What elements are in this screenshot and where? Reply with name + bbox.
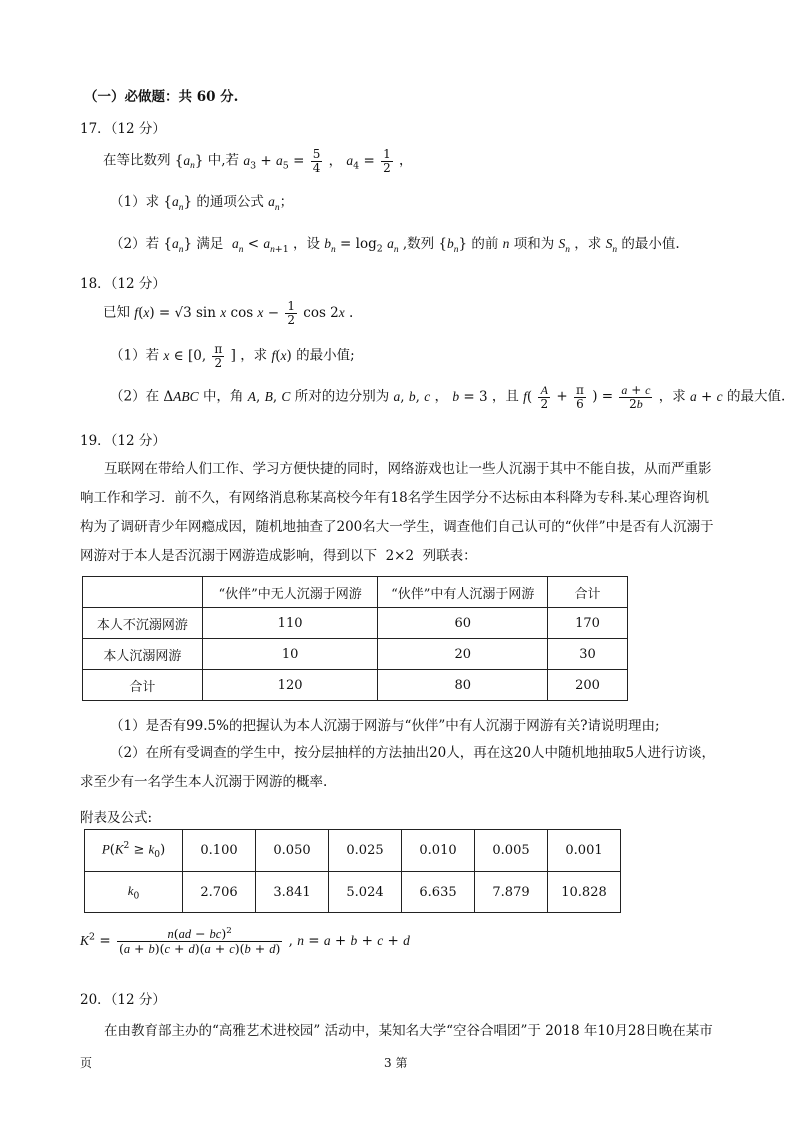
q18-part1: （1）若 x ∈ [0, $\frac{\pi}{2}$ ] ，求 f(x) 的最小值; [110,342,355,370]
q17-frac-1-2: $\frac{1}{2}$ [383,147,391,175]
table-row [83,639,628,670]
table-cell: 2.706 [183,872,256,913]
table-cell: 30 [548,639,628,670]
table-cell: 60 [378,608,548,639]
table-header-cell: 合计 [548,577,628,608]
table-header-cell: “伙伴”中无人沉溺于网游 [202,577,378,608]
footer-page-number: 3 第 [384,1056,408,1070]
critical-value-table [84,829,621,913]
table-cell: 0.050 [256,830,329,872]
chi-square-formula: $K^2$ = $\frac{n(ad - bc)^2}{(a + b)(c + d)(a + c)(b + d)}$ , n = a + b + c + d [80,926,410,957]
p-value-row [85,830,621,872]
q19-number: 19．（12 分） [80,433,166,449]
table-cell: 0.100 [183,830,256,872]
q17-part1: （1）求 $\{a_n\}$ 的通项公式 $a_n$； [110,194,294,213]
table-cell: 170 [548,608,628,639]
q20-number: 20．（12 分） [80,992,166,1008]
q17-frac-5-4: $\frac{5}{4}$ [312,147,321,175]
table-cell: 合计 [83,670,203,701]
table-cell: 80 [378,670,548,701]
q18-intro: 已知 f(x) = √3 sin x cos x − $\frac{1}{2}$ cos 2x . [103,299,354,327]
table-header-cell: “伙伴”中有人沉溺于网游 [378,577,548,608]
q19-part2: （2）在所有受调查的学生中，按分层抽样的方法抽出20人，再在这20人中随机地抽取5人进行访谈，求至少有一名学生本人沉溺于网游的概率. [80,745,716,790]
table-cell: 本人沉溺网游 [83,639,203,670]
k-value-row [85,872,621,913]
q20-text: 在由教育部主办的“高雅艺术进校园” 活动中，某知名大学“空谷合唱团”于 2018 年10月28日晚在某市 [104,1023,713,1039]
table-cell: 6.635 [402,872,475,913]
table-cell: 5.024 [329,872,402,913]
q19-paragraph: 互联网在带给人们工作、学习方便快捷的同时，网络游戏也让一些人沉溺于其中不能自拔，从而严重影响工作和学习．前不久，有网络消息称某高校今年有18名学生因学分不达标由本科降为专科.某心理咨询机构为了调研青少年网瘾成因，随机地抽查了200名大一学生，调查他们自己认可的“伙伴”中是否有人沉溺于网游对于本人是否沉溺于网游造成影响，得到以下 2×2 列联表： [80,461,714,564]
q17-intro-mid: 中,若 [207,152,240,169]
table-cell: 3.841 [256,872,329,913]
q17-intro: 在等比数列 $\{a_n\}$ 中,若 $a_3 + a_5$ = $\frac{5}{4}$ ， $a_4$ = $\frac{1}{2}$ ， [103,147,413,175]
q17-part2: （2）若 $\{a_n\}$ 满足 $a_n < a_{n+1}$ ，设 $b_n = \log_2 a_n$ ,数列 $\{b_n\}$ 的前 n 项和为 $S_n$ ，求 $S_n$ 的最小值. [110,236,680,255]
q17-intro-prefix: 在等比数列 [103,152,171,169]
appendix-label: 附表及公式: [80,810,153,826]
table-row [83,670,628,701]
q17-number: 17．（12 分） [80,121,166,137]
q19-part1: （1）是否有99.5%的把握认为本人沉溺于网游与“伙伴”中有人沉溺于网游有关?请说明理由; [110,718,660,734]
table-cell: 0.025 [329,830,402,872]
contingency-table [82,576,628,701]
footer-left: 页 [80,1056,93,1070]
table-cell: 7.879 [475,872,548,913]
table-header-row [83,577,628,608]
section-heading: （一）必做题：共 60 分. [84,89,239,105]
table-header-cell [83,577,203,608]
table-cell: 10 [202,639,378,670]
table-cell: 20 [378,639,548,670]
k-label-cell: $k_0$ [85,872,183,913]
p-label-cell: $P(K^2 \ge k_0)$ [85,830,183,872]
q18-part2: （2）在 ΔABC 中，角 A, B, C 所对的边分别为 a, b, c ， b = 3 ，且 f( $\frac{A}{2}$ + $\frac{\pi}{6}$ ) = $\frac{a + c}{2b}$ ，求 a + c 的最大值. [110,383,786,411]
table-cell: 200 [548,670,628,701]
q18-number: 18．（12 分） [80,276,166,292]
table-cell: 120 [202,670,378,701]
table-cell: 10.828 [548,872,621,913]
table-cell: 110 [202,608,378,639]
table-cell: 0.005 [475,830,548,872]
table-cell: 0.010 [402,830,475,872]
table-cell: 0.001 [548,830,621,872]
table-cell: 本人不沉溺网游 [83,608,203,639]
table-row [83,608,628,639]
